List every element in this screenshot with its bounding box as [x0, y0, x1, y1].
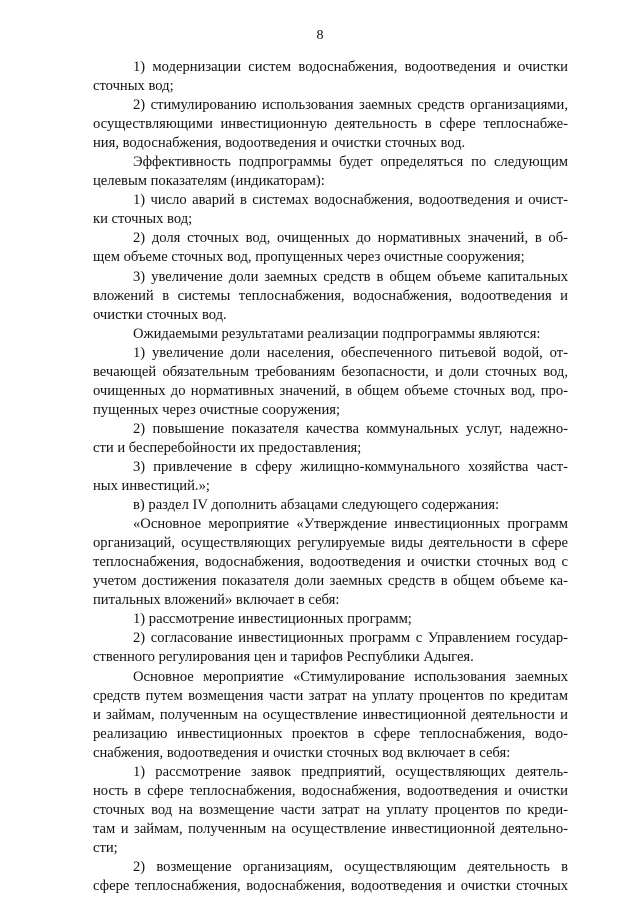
text-line: очистки сточных вод.	[93, 306, 227, 323]
text-line: ных инвестиций.»;	[93, 478, 210, 495]
page-number: 8	[316, 28, 324, 43]
text-line: там и займам, полученным на осуществление инвестиционной деятельно-	[93, 820, 568, 837]
text-line: 1) модернизации систем водоснабжения, водоотведения и очистки	[133, 59, 568, 75]
text-line: в) раздел IV дополнить абзацами следующего содержания:	[133, 497, 500, 514]
text-line: ния, водоснабжения, водоотведения и очистки сточных вод.	[93, 135, 466, 152]
text-line: щем объеме сточных вод, пропущенных через очистные сооружения;	[93, 249, 525, 266]
text-line: учетом достижения показателя доли заемных средств в общем объеме ка-	[93, 573, 568, 590]
text-line: сфере теплоснабжения, водоснабжения, водоотведения и очистки сточных	[93, 878, 568, 895]
text-line: сти;	[93, 839, 118, 856]
text-line: 2) стимулированию использования заемных средств организациями,	[133, 97, 568, 114]
text-line: сточных вод;	[93, 78, 174, 95]
text-line: 1) число аварий в системах водоснабжения, водоотведения и очист-	[133, 192, 568, 209]
text-line: 2) повышение показателя качества коммунальных услуг, надежно-	[133, 420, 568, 437]
text-line: ность в сфере теплоснабжения, водоснабжения, водоотведения и очистки	[93, 782, 568, 799]
text-line: вложений в системы теплоснабжения, водоснабжения, водоотведения и	[93, 287, 568, 304]
text-line: питальных вложений» включает в себя:	[93, 592, 340, 609]
text-line: Основное мероприятие «Стимулирование использования заемных	[133, 668, 568, 685]
text-line: 1) рассмотрение заявок предприятий, осуществляющих деятель-	[133, 763, 568, 780]
text-line: сточных вод на возмещение части затрат на уплату процентов по креди-	[93, 801, 568, 818]
text-line: организаций, осуществляющих регулируемые виды деятельности в сфере	[93, 535, 568, 552]
text-line: снабжения, водоотведения и очистки сточных вод включает в себя:	[93, 744, 511, 761]
text-line: Эффективность подпрограммы будет определяться по следующим	[133, 154, 568, 171]
text-line: целевым показателям (индикаторам):	[93, 173, 325, 190]
text-line: сти и бесперебойности их предоставления;	[93, 439, 362, 456]
text-line: ственного регулирования цен и тарифов Республики Адыгея.	[93, 649, 474, 666]
text-line: 1) рассмотрение инвестиционных программ;	[133, 611, 412, 628]
text-line: реализацию инвестиционных проектов в сфере теплоснабжения, водо-	[93, 725, 568, 742]
text-line: 2) возмещение организациям, осуществляющим деятельность в	[133, 858, 568, 875]
document-body-text	[93, 58, 568, 896]
text-line: теплоснабжения, водоснабжения, водоотведения и очистки сточных вод с	[93, 554, 568, 571]
text-line: «Основное мероприятие «Утверждение инвестиционных программ	[133, 516, 568, 533]
text-line: 2) доля сточных вод, очищенных до нормативных значений, в об-	[133, 230, 568, 247]
text-line: ки сточных вод;	[93, 211, 193, 228]
text-line: 2) согласование инвестиционных программ с Управлением государ-	[133, 630, 568, 647]
text-line: 3) увеличение доли заемных средств в общем объеме капитальных	[133, 268, 568, 285]
text-line: пущенных через очистные сооружения;	[93, 401, 341, 418]
text-line: и займам, полученным на осуществление инвестиционной деятельности и	[93, 706, 568, 723]
text-line: 1) увеличение доли населения, обеспеченного питьевой водой, от-	[133, 344, 568, 361]
text-line: 3) привлечение в сферу жилищно-коммунального хозяйства част-	[133, 458, 568, 475]
text-line: Ожидаемыми результатами реализации подпрограммы являются:	[133, 325, 541, 342]
text-line: осуществляющими инвестиционную деятельность в сфере теплоснабже-	[93, 116, 568, 133]
text-line: средств путем возмещения части затрат на уплату процентов по кредитам	[93, 687, 568, 704]
text-line: вечающей обязательным требованиям безопасности, и доли сточных вод,	[93, 363, 568, 380]
text-line: очищенных до нормативных значений, в общем объеме сточных вод, про-	[93, 382, 568, 399]
